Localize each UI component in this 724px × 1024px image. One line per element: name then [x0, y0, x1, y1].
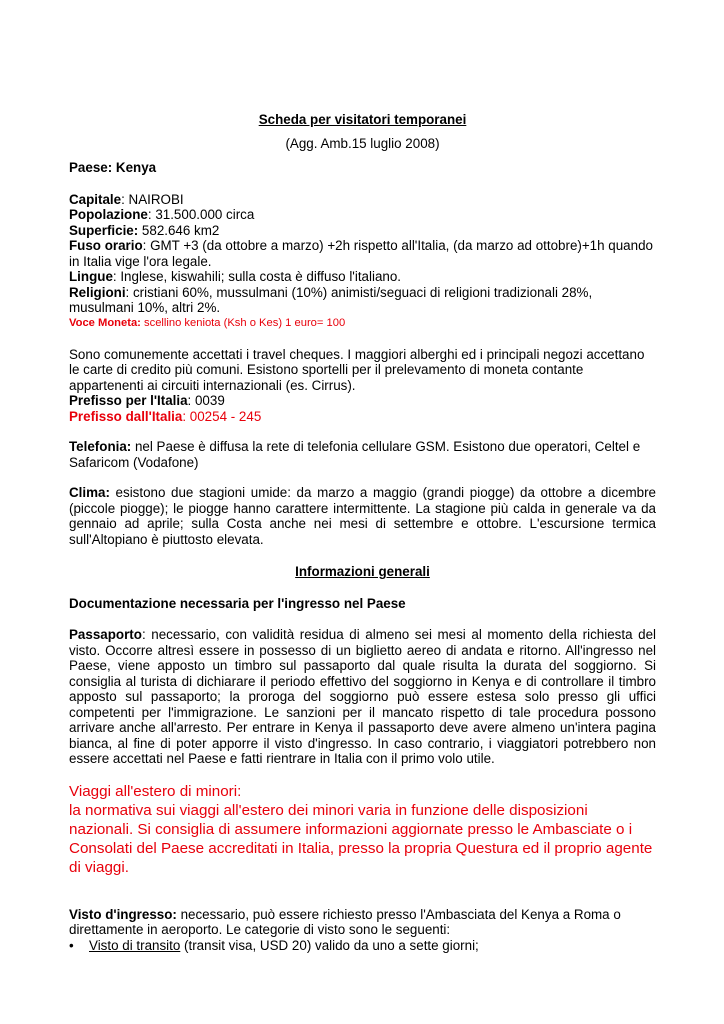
bullet-icon: • — [69, 937, 74, 953]
timezone-label: Fuso orario — [69, 238, 143, 253]
visa-category-list — [69, 938, 656, 954]
docs-heading: Documentazione necessaria per l'ingresso nel Paese — [69, 595, 406, 611]
area-row — [69, 223, 656, 239]
minors-section — [69, 782, 656, 877]
passport-text: : necessario, con validità residua di almeno sei mesi al momento della richiesta del visto. Occorre altresì essere in possesso di un biglietto aereo di andata e ritorno. All'ingresso nel Paese, viene apposto un timbro sul passaporto dal quale risulta la durata del soggiorno. Si consiglia al turista di dichiarare il periodo effettivo del soggiorno in Kenya e di controllare il timbro apposto sul passaporto; la proroga del soggiorno può essere estesa solo presso gli uffici competenti per l'immigrazione. Le sanzioni per il mancato rispetto di tale procedura possono arrivare anche all'arresto. Per entrare in Kenya il passaporto deve avere almeno un'intera pagina bianca, al fine di poter apporre il visto d'ingresso. In caso contrario, i viaggiatori potrebbero non essere accettati nel Paese e fatti rientrare in Italia con il primo volo utile. — [69, 627, 656, 766]
area-label: Superficie: — [69, 222, 139, 238]
payments-section — [69, 347, 656, 425]
population-label: Popolazione — [69, 207, 148, 222]
visa-label: Visto d'ingresso: — [69, 906, 177, 922]
climate-text: esistono due stagioni umide: da marzo a maggio (grandi piogge) da ottobre a dicembre (piccole piogge); le piogge hanno carattere intermittente. La stagione più calda in generale va da gennaio ad aprile; sulla Costa anche nei mesi di settembre e ottobre. L'escursione termica sull'Altopiano è piuttosto elevata. — [69, 485, 656, 547]
document-page — [69, 112, 656, 953]
capital-label: Capitale — [69, 191, 122, 207]
minors-title: Viaggi all'estero di minori: — [69, 782, 242, 800]
timezone-value: : GMT +3 (da ottobre a marzo) +2h rispetto all'Italia, (da marzo ad ottobre)+1h quando in Italia vige l'ora legale. — [69, 238, 653, 269]
prefix-italy-value: : 0039 — [187, 393, 225, 408]
telephony-text: nel Paese è diffusa la rete di telefonia cellulare GSM. Esistono due operatori, Celtel e Safaricom (Vodafone) — [69, 439, 641, 470]
country-facts — [69, 192, 656, 330]
currency-label: Voce Moneta: — [69, 316, 141, 329]
capital-row — [69, 192, 656, 208]
religions-row — [69, 285, 656, 316]
prefix-from-italy-label: Prefisso dall'Italia — [69, 408, 183, 424]
languages-value: : Inglese, kiswahili; sulla costa è diffuso l'italiano. — [112, 269, 402, 284]
prefix-from-italy-value: : 00254 - 245 — [182, 408, 262, 424]
religions-label: Religioni — [69, 284, 126, 300]
prefix-italy-row — [69, 393, 656, 409]
population-row — [69, 207, 656, 223]
visa-paragraph — [69, 907, 656, 938]
telephony-label: Telefonia: — [69, 439, 132, 454]
religions-value: : cristiani 60%, mussulmani (10%) animisti/seguaci di religioni tradizionali 28%, musulmani 10%, altri 2%. — [69, 284, 593, 315]
visa-category-detail: (transit visa, USD 20) valido da uno a sette giorni; — [180, 937, 479, 953]
currency-value: scellino keniota (Ksh o Kes) 1 euro= 100 — [140, 316, 346, 329]
list-item — [69, 938, 656, 954]
visa-text: necessario, può essere richiesto presso l'Ambasciata del Kenya a Roma o direttamente in aeroporto. Le categorie di visto sono le seguenti: — [69, 906, 621, 937]
capital-value: : NAIROBI — [121, 191, 184, 207]
minors-text: la normativa sui viaggi all'estero dei minori varia in funzione delle disposizioni nazionali. Si consiglia di assumere informazioni aggiornate presso le Ambasciate o i Consolati del Paese accreditati in Italia, presso la propria Questura ed il proprio agente di viaggi. — [69, 801, 653, 876]
prefix-italy-label: Prefisso per l'Italia — [69, 393, 188, 408]
document-title: Scheda per visitatori temporanei — [258, 112, 467, 127]
update-date: (Agg. Amb.15 luglio 2008) — [285, 135, 440, 151]
currency-row — [69, 316, 656, 330]
climate-paragraph — [69, 485, 656, 547]
telephony-paragraph — [69, 439, 656, 470]
payments-text: Sono comunemente accettati i travel cheques. I maggiori alberghi ed i principali negozi accettano le carte di credito più comuni. Esistono sportelli per il prelevamento di moneta contante appartenenti ai circuiti internazionali (es. Cirrus). — [69, 346, 645, 393]
general-info-heading: Informazioni generali — [295, 564, 430, 579]
visa-category-name: Visto di transito — [89, 937, 181, 953]
languages-label: Lingue — [69, 269, 113, 284]
prefix-from-italy-row — [69, 409, 656, 425]
climate-label: Clima: — [69, 485, 110, 500]
languages-row — [69, 269, 656, 285]
timezone-row — [69, 238, 656, 269]
area-value: 582.646 km2 — [138, 222, 220, 238]
country-heading: Paese: Kenya — [69, 160, 157, 175]
population-value: : 31.500.000 circa — [147, 207, 255, 222]
passport-paragraph — [69, 627, 656, 767]
passport-label: Passaporto — [69, 627, 142, 642]
